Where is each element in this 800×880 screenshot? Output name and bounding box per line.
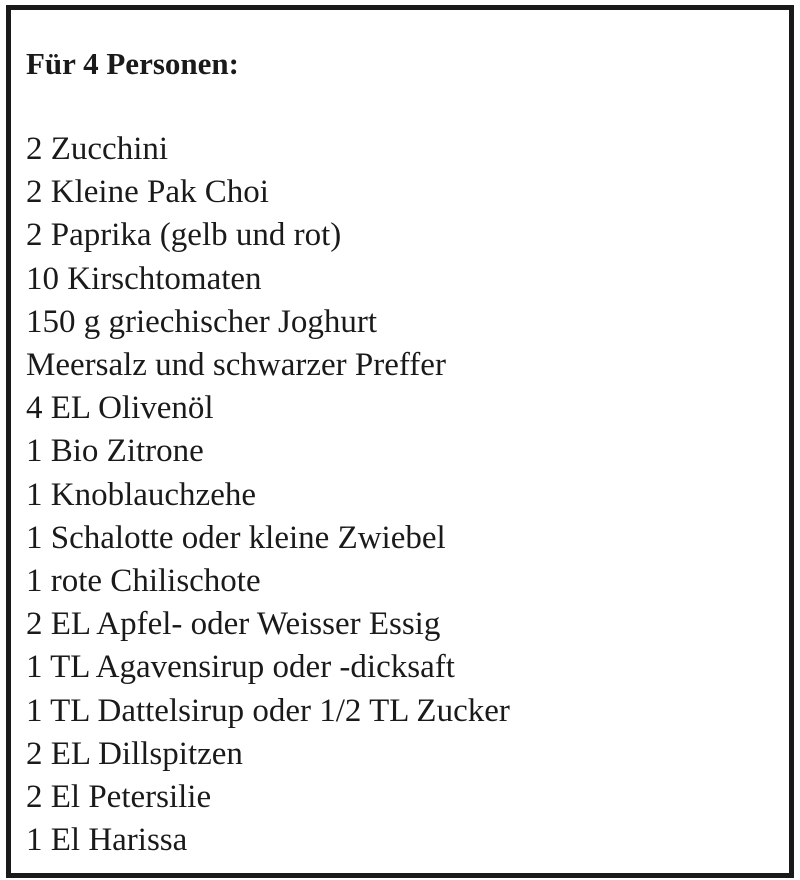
ingredient-item: 150 g griechischer Joghurt <box>26 303 377 340</box>
spacer <box>26 85 510 128</box>
ingredient-item: 1 El Harissa <box>26 822 188 859</box>
ingredient-item: 2 Zucchini <box>26 131 169 167</box>
ingredient-item: 2 EL Apfel- oder Weisser Essig <box>26 606 441 643</box>
ingredient-item: 4 EL Olivenöl <box>26 390 214 427</box>
ingredient-item: 1 rote Chilischote <box>26 563 261 600</box>
ingredient-item: 1 Knoblauchzehe <box>26 476 256 513</box>
servings-heading: Für 4 Personen: <box>26 46 239 81</box>
recipe-box <box>6 5 794 878</box>
ingredient-item: 2 Paprika (gelb und rot) <box>26 217 342 254</box>
ingredient-item: 2 EL Dillspitzen <box>26 735 243 772</box>
ingredient-item: 2 El Petersilie <box>26 779 212 816</box>
ingredient-item: 1 TL Dattelsirup oder 1/2 TL Zucker <box>26 692 510 729</box>
ingredient-item: 10 Kirschtomaten <box>26 260 262 297</box>
ingredient-item: 1 TL Agavensirup oder -dicksaft <box>26 649 455 686</box>
ingredient-list <box>26 128 510 862</box>
recipe-content <box>26 42 510 862</box>
ingredient-item: 1 Schalotte oder kleine Zwiebel <box>26 519 446 556</box>
ingredient-item: 2 Kleine Pak Choi <box>26 174 269 211</box>
ingredient-item: 1 Bio Zitrone <box>26 433 204 470</box>
ingredient-item: Meersalz und schwarzer Preffer <box>26 347 446 384</box>
